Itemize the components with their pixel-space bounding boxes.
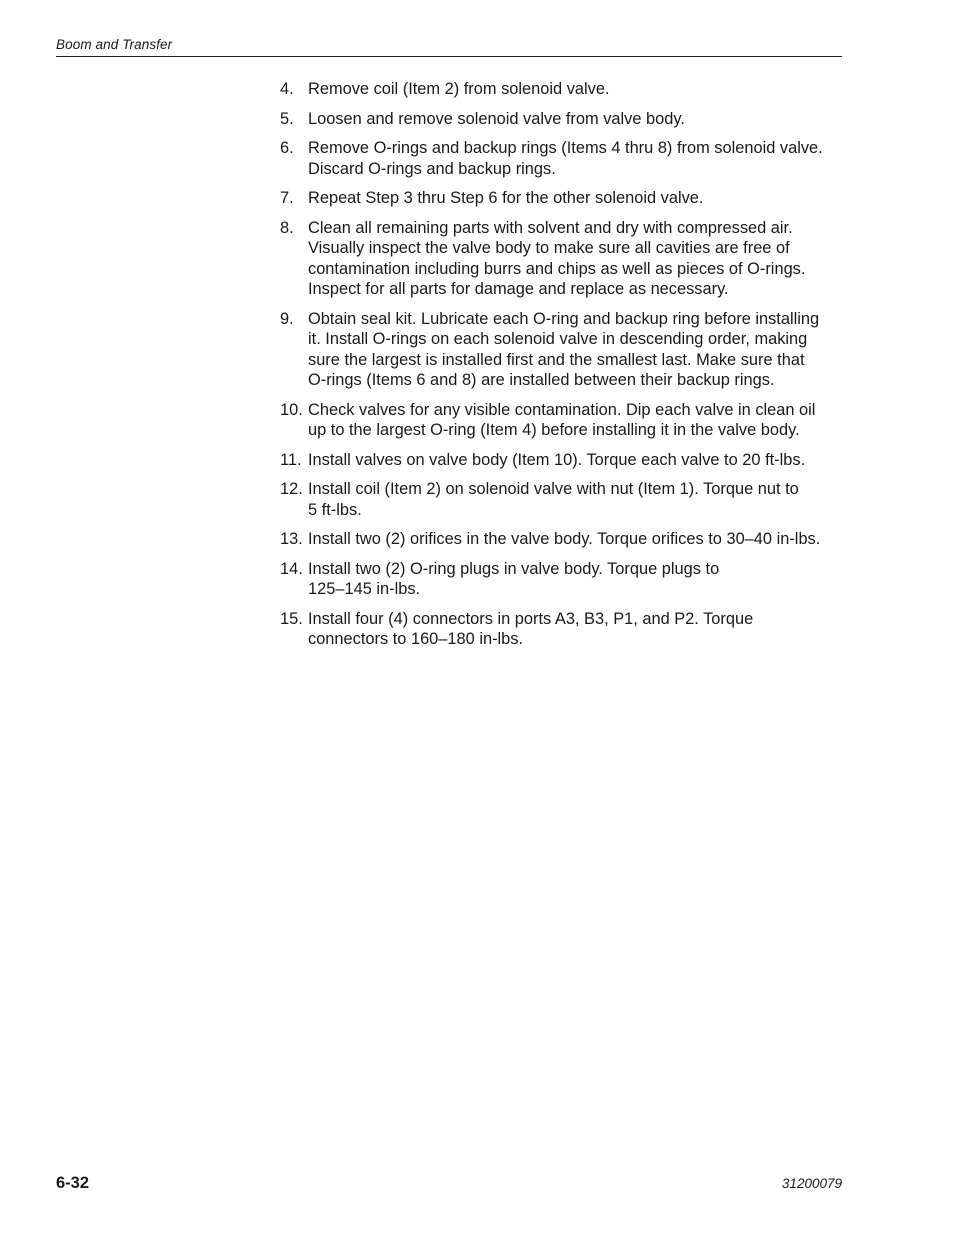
step-number: 11. (280, 450, 302, 469)
step-text: Clean all remaining parts with solvent and dry with compressed air. Visually inspect the valve body to make sure all cavities are free of contamination including burrs and chips as well as pieces of O-rings. Inspect for all parts for damage and replace as necessary. (308, 218, 806, 298)
step-item (280, 529, 848, 550)
page-number: 6-32 (56, 1174, 90, 1192)
step-text: Install two (2) orifices in the valve body. Torque orifices to 30–40 in-lbs. (308, 530, 821, 548)
step-text: Obtain seal kit. Lubricate each O-ring and backup ring before installing it. Install O-rings on each solenoid valve in descending order, making sure the largest is installed first and the smallest last. Make sure that O-rings (Items 6 and 8) are installed between their backup rings. (308, 309, 820, 389)
step-item (280, 609, 848, 650)
step-item (280, 188, 848, 209)
step-item (280, 450, 848, 471)
step-number: 7. (280, 189, 294, 207)
step-item (280, 309, 848, 391)
step-text: Remove coil (Item 2) from solenoid valve. (308, 80, 610, 98)
step-number: 13. (280, 530, 303, 548)
step-item (280, 479, 848, 520)
step-number: 8. (280, 218, 294, 237)
step-text: Install valves on valve body (Item 10). Torque each valve to 20 ft-lbs. (308, 450, 806, 469)
step-item (280, 138, 848, 179)
step-text: Repeat Step 3 thru Step 6 for the other solenoid valve. (308, 189, 704, 207)
document-number: 31200079 (781, 1176, 842, 1191)
procedure-steps (280, 79, 848, 659)
step-number: 9. (280, 309, 294, 328)
step-text: Install coil (Item 2) on solenoid valve with nut (Item 1). Torque nut to 5 ft-lbs. (308, 480, 799, 519)
step-number: 14. (280, 559, 303, 578)
step-text: Check valves for any visible contamination. Dip each valve in clean oil up to the largest O-ring (Item 4) before installing it in the valve body. (308, 400, 816, 439)
step-number: 10. (280, 400, 303, 419)
step-number: 4. (280, 80, 294, 98)
step-item (280, 559, 848, 600)
step-text: Loosen and remove solenoid valve from valve body. (308, 109, 685, 128)
step-number: 15. (280, 609, 303, 628)
step-number: 6. (280, 139, 294, 157)
step-number: 5. (280, 109, 294, 128)
step-text: Install four (4) connectors in ports A3, B3, P1, and P2. Torque connectors to 160–180 in-lbs. (308, 609, 754, 648)
step-item (280, 400, 848, 441)
header-divider (56, 56, 842, 57)
step-number: 12. (280, 480, 303, 498)
running-header: Boom and Transfer (56, 37, 173, 52)
step-item (280, 218, 848, 300)
step-item (280, 79, 848, 100)
step-text: Install two (2) O-ring plugs in valve body. Torque plugs to 125–145 in-lbs. (308, 559, 720, 598)
step-item (280, 109, 848, 130)
step-text: Remove O-rings and backup rings (Items 4 thru 8) from solenoid valve. Discard O-rings and backup rings. (308, 139, 823, 178)
